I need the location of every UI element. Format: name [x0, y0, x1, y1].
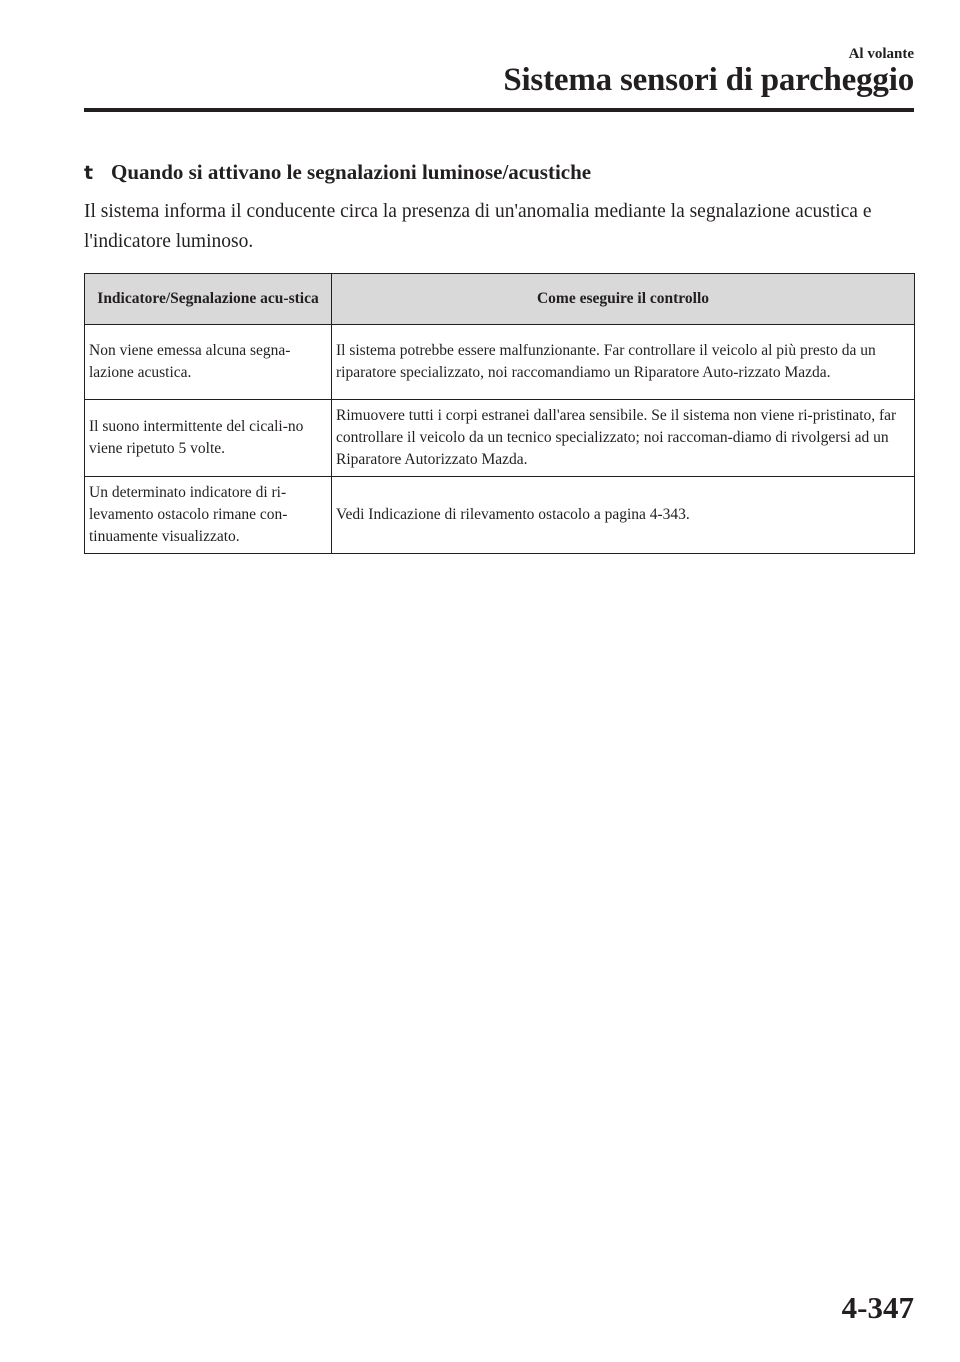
- indicator-cell: Un determinato indicatore di ri-levamento ostacolo rimane con-tinuamente visualizzato.: [85, 477, 332, 554]
- table-row: [85, 325, 915, 400]
- bullet-icon: t: [84, 161, 94, 184]
- header-indicator: Indicatore/Segnalazione acu-stica: [85, 274, 332, 325]
- section-heading-text: Quando si attivano le segnalazioni luminose/acustiche: [111, 160, 592, 184]
- header-action: Come eseguire il controllo: [332, 274, 915, 325]
- page-number: 4-347: [841, 1290, 914, 1325]
- action-cell: Vedi Indicazione di rilevamento ostacolo a pagina 4-343.: [332, 477, 915, 554]
- indicator-cell: Non viene emessa alcuna segna-lazione acustica.: [85, 325, 332, 400]
- chapter-label: Al volante: [848, 46, 914, 62]
- table-header-row: [85, 274, 915, 325]
- header-rule: [84, 108, 914, 112]
- table-row: [85, 400, 915, 477]
- action-cell: Rimuovere tutti i corpi estranei dall'area sensibile. Se il sistema non viene ri-pristinato, far controllare il veicolo da un tecnico specializzato; noi raccoman-diamo di rivolgersi ad un Riparatore Autorizzato Mazda.: [332, 400, 915, 477]
- indicator-cell: Il suono intermittente del cicali-no viene ripetuto 5 volte.: [85, 400, 332, 477]
- page-title: Sistema sensori di parcheggio: [503, 62, 914, 98]
- section-heading: [84, 160, 914, 185]
- table-row: [85, 477, 915, 554]
- diagnostic-table: [84, 273, 915, 554]
- intro-paragraph: Il sistema informa il conducente circa la presenza di un'anomalia mediante la segnalazione acustica e l'indicatore luminoso.: [84, 201, 872, 252]
- action-cell: Il sistema potrebbe essere malfunzionante. Far controllare il veicolo al più presto da un riparatore specializzato, noi raccomandiamo un Riparatore Auto-rizzato Mazda.: [332, 325, 915, 400]
- content-section: [84, 160, 914, 554]
